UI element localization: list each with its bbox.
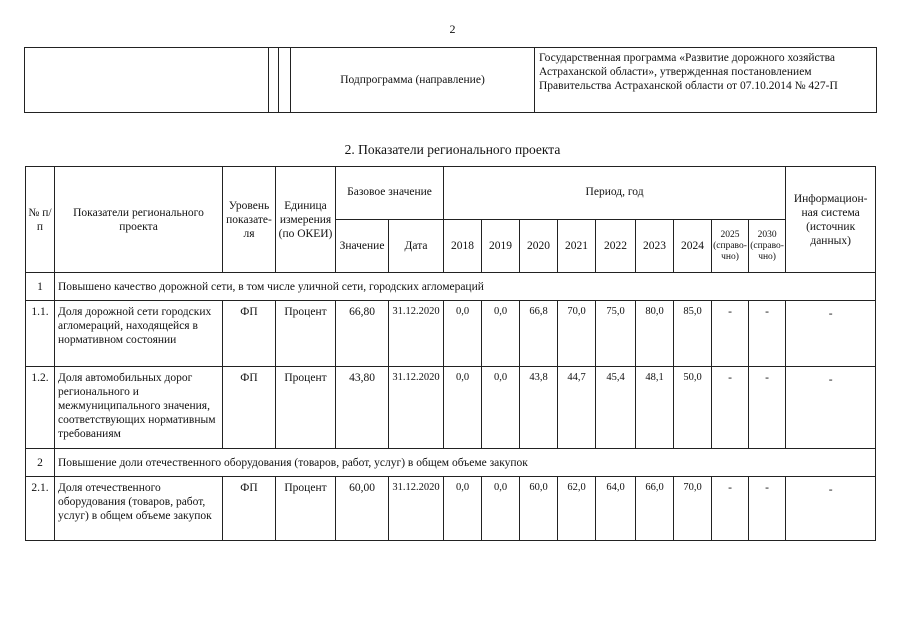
row-level: ФП: [223, 301, 276, 367]
row-2030: -: [749, 367, 786, 449]
indicators-table: [25, 166, 876, 541]
row-year-value: 85,0: [674, 301, 712, 367]
row-year-value: 50,0: [674, 367, 712, 449]
row-indicator: Доля отечественного оборудования (товаров, работ, услуг) в общем объеме закупок: [55, 477, 223, 541]
row-base-date: 31.12.2020: [389, 477, 444, 541]
header-year: 2024: [674, 220, 712, 273]
page-number: 2: [449, 22, 456, 36]
row-2030: -: [749, 301, 786, 367]
row-year-value: 75,0: [596, 301, 636, 367]
section-num: 2: [26, 449, 55, 477]
row-year-value: 0,0: [444, 301, 482, 367]
row-num: 1.1.: [26, 301, 55, 367]
row-year-value: 80,0: [636, 301, 674, 367]
row-indicator: Доля дорожной сети городских агломераций, находящейся в нормативном состоянии: [55, 301, 223, 367]
row-level: ФП: [223, 477, 276, 541]
row-year-value: 66,8: [520, 301, 558, 367]
row-2025: -: [712, 301, 749, 367]
header-base-value: Значение: [336, 220, 389, 273]
row-indicator: Доля автомобильных дорог регионального и межмуниципального значения, соответствующих нормативным требованиям: [55, 367, 223, 449]
row-year-value: 0,0: [482, 367, 520, 449]
header-base: Базовое значение: [336, 167, 444, 220]
row-2030: -: [749, 477, 786, 541]
program-header-table: [24, 47, 877, 113]
row-year-value: 62,0: [558, 477, 596, 541]
header-year: 2022: [596, 220, 636, 273]
header-period: Период, год: [444, 167, 786, 220]
row-num: 1.2.: [26, 367, 55, 449]
header-year: 2023: [636, 220, 674, 273]
row-base-value: 66,80: [336, 301, 389, 367]
row-num: 2.1.: [26, 477, 55, 541]
empty-cell: [25, 48, 269, 113]
empty-cell: [269, 48, 279, 113]
row-info: -: [786, 477, 876, 541]
row-year-value: 48,1: [636, 367, 674, 449]
row-year-value: 44,7: [558, 367, 596, 449]
section-heading: Повышение доли отечественного оборудования (товаров, работ, услуг) в общем объеме закупок: [55, 449, 876, 477]
row-unit: Процент: [276, 477, 336, 541]
header-year: 2018: [444, 220, 482, 273]
row-year-value: 70,0: [558, 301, 596, 367]
row-info: -: [786, 367, 876, 449]
row-unit: Процент: [276, 367, 336, 449]
section-num: 1: [26, 273, 55, 301]
header-2030: 2030 (справо-чно): [749, 220, 786, 273]
row-year-value: 0,0: [444, 367, 482, 449]
row-level: ФП: [223, 367, 276, 449]
header-level: Уровень показате-ля: [223, 167, 276, 273]
header-base-date: Дата: [389, 220, 444, 273]
header-indicator: Показатели регионального проекта: [55, 167, 223, 273]
row-year-value: 70,0: [674, 477, 712, 541]
subprogram-label: Подпрограмма (направление): [291, 48, 535, 113]
row-year-value: 45,4: [596, 367, 636, 449]
row-2025: -: [712, 367, 749, 449]
row-year-value: 64,0: [596, 477, 636, 541]
row-info: -: [786, 301, 876, 367]
row-unit: Процент: [276, 301, 336, 367]
header-year: 2020: [520, 220, 558, 273]
row-base-date: 31.12.2020: [389, 367, 444, 449]
row-year-value: 0,0: [482, 301, 520, 367]
header-num: № п/п: [26, 167, 55, 273]
row-year-value: 66,0: [636, 477, 674, 541]
header-2025: 2025 (справо-чно): [712, 220, 749, 273]
row-year-value: 60,0: [520, 477, 558, 541]
empty-cell: [279, 48, 291, 113]
section-heading: Повышено качество дорожной сети, в том числе уличной сети, городских агломераций: [55, 273, 876, 301]
section-title: 2. Показатели регионального проекта: [344, 142, 561, 157]
row-year-value: 0,0: [444, 477, 482, 541]
program-text: Государственная программа «Развитие дорожного хозяйства Астраханской области», утвержденная постановлением Правительства Астраханской области от 07.10.2014 № 427-П: [535, 48, 877, 113]
row-year-value: 0,0: [482, 477, 520, 541]
row-base-date: 31.12.2020: [389, 301, 444, 367]
row-year-value: 43,8: [520, 367, 558, 449]
header-year: 2019: [482, 220, 520, 273]
row-base-value: 43,80: [336, 367, 389, 449]
header-unit: Единица измерения (по ОКЕИ): [276, 167, 336, 273]
header-year: 2021: [558, 220, 596, 273]
header-info: Информацион-ная система (источник данных): [786, 167, 876, 273]
row-base-value: 60,00: [336, 477, 389, 541]
row-2025: -: [712, 477, 749, 541]
